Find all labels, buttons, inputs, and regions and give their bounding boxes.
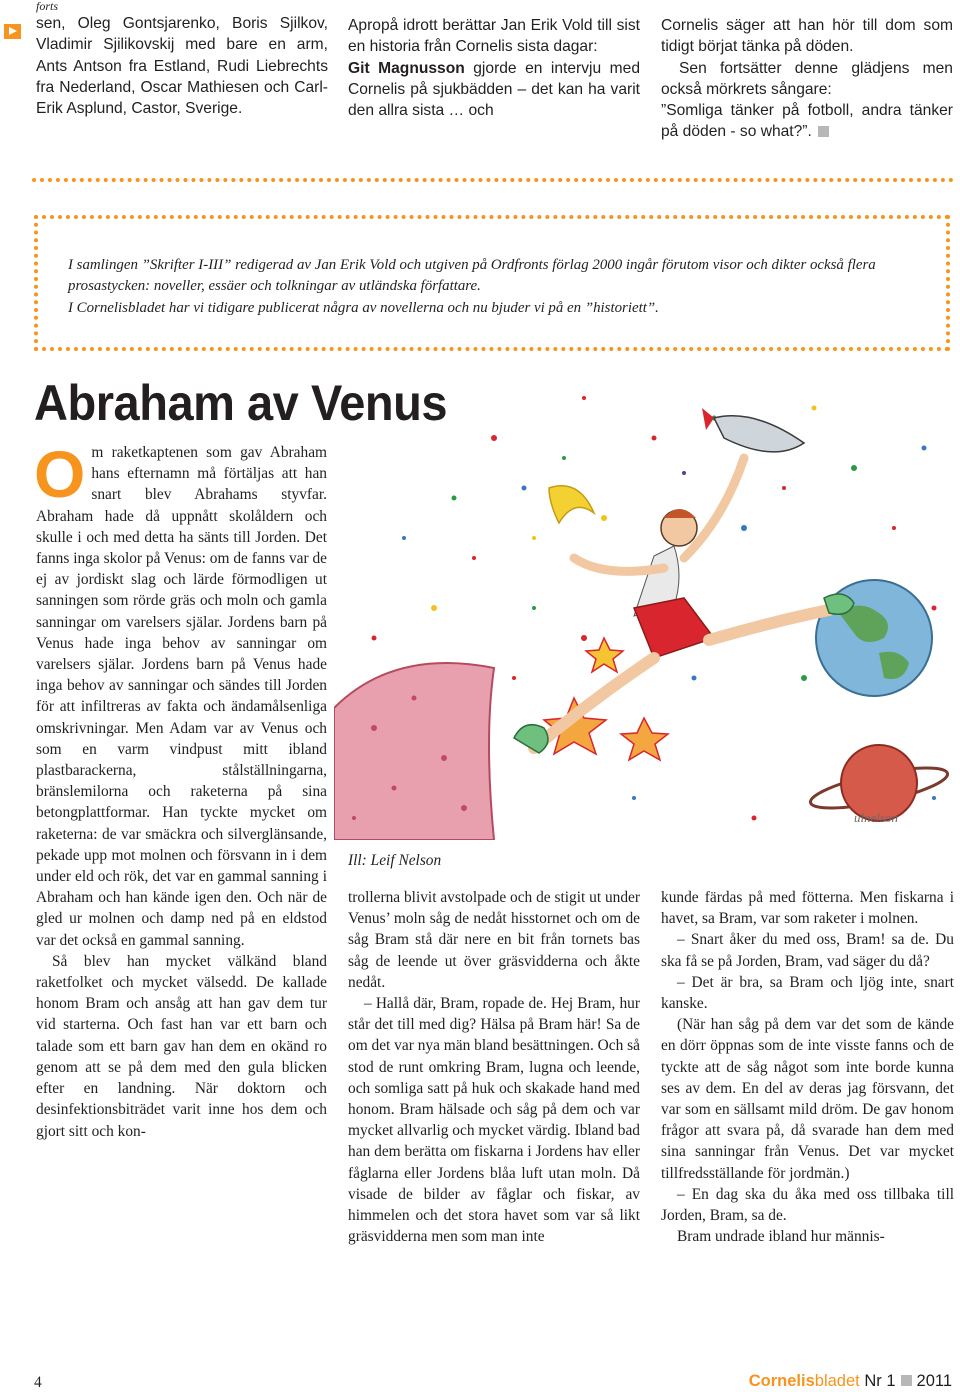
illustration — [334, 378, 956, 840]
separator-square-icon — [901, 1375, 912, 1386]
continue-arrow-icon — [4, 24, 21, 39]
intro-line-2: I Cornelisbladet har vi tidigare publicerat några av novellerna och nu bjuder vi på en ”historiett”. — [68, 299, 659, 316]
continued-label: forts — [36, 0, 59, 13]
pink-planet — [334, 663, 494, 840]
top-column-3-para-1: Cornelis säger att han hör till dom som tidigt börjat tänka på döden. — [661, 17, 953, 56]
article-para-10: Bram undrade ibland hur männis- — [677, 1228, 885, 1246]
article-column-1 — [34, 437, 327, 1142]
intro-text — [68, 255, 938, 319]
top-column-2-intro: Apropå idrott berättar Jan Erik Vold till sist en historia från Cornelis sista dagar: — [348, 17, 640, 56]
brand-name-part-1: Cornelis — [748, 1372, 815, 1390]
article-para-1 — [34, 437, 327, 951]
artist-signature: ulnelson — [854, 810, 899, 825]
article-para-1-text: m raketkaptenen som gav Abraham hans efternamn må förtäljas att han snart blev Abrahams styvfar. Abraham hade då uppnått skolåldern och skulle i och med detta ha sänts till Jorden. Det fanns inga skolor på Venus: om de fanns var de ej av jordiskt slag och lärde förmodligen ut sanningen som rörde gräs och moln och gamla sanningar om varelsers själar. Jordens barn på Venus hade inga behov av sanningar om varelsers själar. Jordens barn på Venus hade inga behov av sanningar och sändes till Jorden för att infiltreras av fakta och ändamålsenliga omskrivningar. Men Adam var av Venus och som en varm vindpust mitt ibland plastbarackerna, stålställningarna, bränslemilorna och raketerna på sina betongplattformar. Han tyckte mycket om raketerna: de var smäckra och silverglänsande, pekade upp mot molnen och försvann in i dem under eld och rök, det var en gammal sanning i Abraham och han kände igen den. Och när de gled ur molnen och damp ned på en eldstod var det också en gammal sanning. — [36, 444, 327, 949]
article-para-4: – Hallå där, Bram, ropade de. Hej Bram, hur står det till med dig? Hälsa på Bram här! Sa de om det var nya män bland besättningen. Och så stod de runt omkring Bram, lugna och leende, och somliga satt på huk och skakade hand med honom. Bram hälsade och såg på dem och var mycket allvarlig och mycket värdig. Ibland bad han dem berätta om fiskarna i Jordens hav eller fåglarna eller Jordens blåa luft utan moln. Då visade de bilder av fåglar och fiskar, av himmelen och det stora havet som var så likt gräsvidderna men som man inte — [348, 995, 640, 1246]
top-column-3 — [661, 15, 953, 143]
article-para-9: – En dag ska du åka med oss tillbaka till Jorden, Bram, sa de. — [661, 1185, 954, 1225]
drop-cap: O — [34, 437, 86, 511]
end-square-icon — [818, 126, 829, 137]
article-para-5: kunde färdas på med fötterna. Men fiskarna i havet, sa Bram, var som raketer i molnen. — [661, 889, 954, 928]
top-column-3-quote — [661, 100, 953, 143]
moon-face — [549, 486, 594, 523]
article-para-6: – Snart åker du med oss, Bram! sa de. Du ska få se på Jorden, Bram, vad säger du då? — [661, 931, 954, 970]
divider-dotted — [32, 178, 954, 182]
rocket-ship — [702, 408, 804, 452]
top-column-2-rest: gjorde en intervju med Cornelis på sjukbädden – det kan ha varit den allra sista … och — [348, 59, 640, 120]
intro-line-1: I samlingen ”Skrifter I-III” redigerad av Jan Erik Vold och utgiven på Ordfronts förlag 2000 ingår förutom visor och dikter också flera prosastycken: noveller, essäer och tolkningar av utländska författare. — [68, 257, 876, 295]
page-number: 4 — [34, 1374, 42, 1391]
top-column-2 — [348, 15, 640, 121]
article-para-2: Så blev han mycket välkänd bland raketfolket och mycket välsedd. De kallade honom Bram och ansåg att han gav dem tur vid starterna. Och fast han var ett barn och talade som ett barn gav han dem en okänd ro genom att se på dem med den gula blicken efter en landning. När doktorn och desinfektionsbiträdet varit inne hos dem och gjort sitt och kon- — [36, 952, 327, 1140]
article-title: Abraham av Venus — [34, 375, 448, 431]
brand-name-part-2: bladet — [814, 1372, 860, 1390]
issue-number: Nr 1 — [864, 1372, 896, 1390]
article-para-3: trollerna blivit avstolpade och de stigit ut under Venus’ moln såg de nedåt hisstornet och om de såg Bram stå där nere en bit från tornets bas såg de leende ut över gräsvidderna och åkte nedåt. — [348, 889, 640, 991]
top-column-1: sen, Oleg Gontsjarenko, Boris Sjilkov, Vladimir Sjilikovskij med bare en arm, Ants Antson fra Estland, Rudi Liebrechts fra Nederland, Oscar Mathiesen och Carl-Erik Asplund, Castor, Sverige. — [36, 15, 328, 118]
interviewer-name: Git Magnusson — [348, 59, 465, 77]
publication-footer — [749, 1372, 952, 1391]
illustration-caption: Ill: Leif Nelson — [348, 852, 442, 869]
article-para-8: (När han såg på dem var det som de kände en dörr öppnas som de inte visste fanns och de tyckte att de såg något som inte borde kunna ses av dem. En del av deras jag försvann, det var som en sällsamt mild dröm. De gav honom frågor att svara på, då svarade han dem med sina sanningar från Venus. Det var mycket tillfredsställande för jordmän.) — [661, 1016, 954, 1182]
article-column-3 — [661, 887, 954, 1247]
article-para-7: – Det är bra, sa Bram och ljög inte, snart kanske. — [661, 973, 954, 1013]
issue-year: 2011 — [916, 1372, 952, 1390]
article-column-2 — [348, 887, 640, 1247]
top-column-3-para-2: Sen fortsätter denne glädjens men också mörkrets sångare: — [661, 59, 953, 98]
closing-quote: ”Somliga tänker på fotboll, andra tänker på döden - so what?”. — [661, 102, 953, 141]
